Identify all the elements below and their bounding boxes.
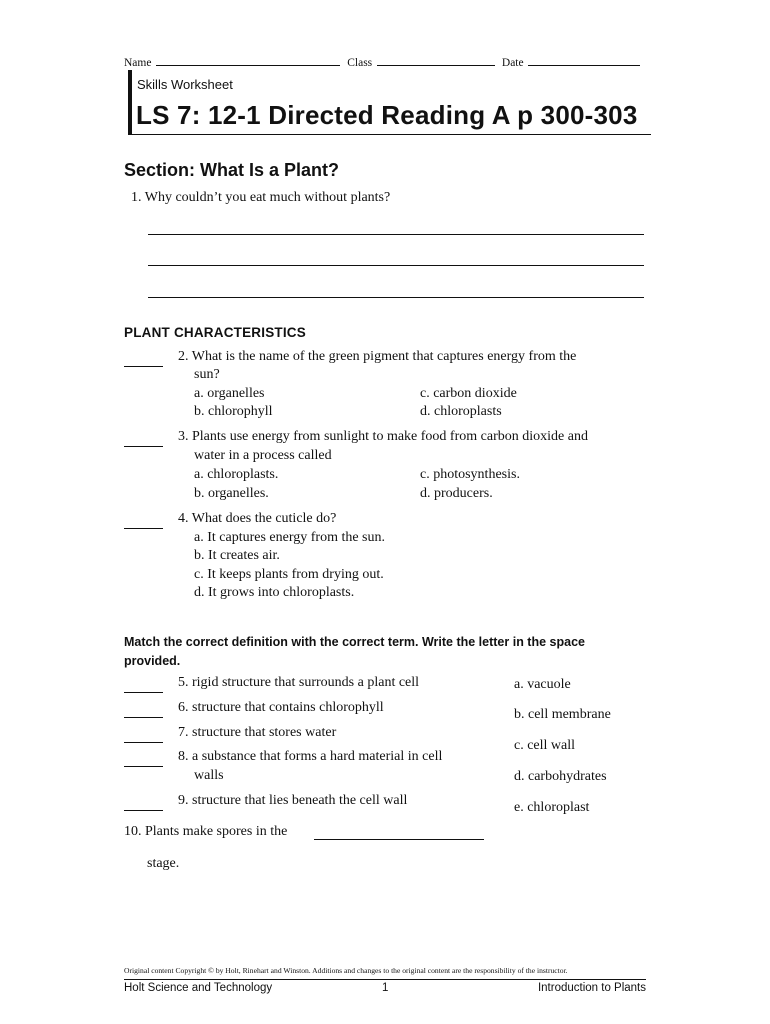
question-4-option-d: d. It grows into chloroplasts. xyxy=(194,585,355,600)
class-field[interactable] xyxy=(377,55,495,66)
question-3-text-cont: water in a process called xyxy=(194,448,332,463)
matching-item-8: 8. a substance that forms a hard material in cell xyxy=(178,749,443,764)
worksheet-category: Skills Worksheet xyxy=(137,77,233,92)
question-2-option-a: a. organelles xyxy=(194,386,265,401)
question-10-text-end: stage. xyxy=(147,856,180,871)
answer-blank-q10[interactable] xyxy=(314,839,484,840)
answer-blank-q6[interactable] xyxy=(124,717,163,718)
class-label: Class xyxy=(347,57,373,69)
page-number: 1 xyxy=(382,982,389,994)
matching-item-8-cont: walls xyxy=(194,768,224,783)
answer-blank-q9[interactable] xyxy=(124,810,163,811)
answer-blank-q5[interactable] xyxy=(124,692,163,693)
term-c: c. cell wall xyxy=(514,738,576,753)
term-a: a. vacuole xyxy=(514,677,571,692)
question-2-option-d: d. chloroplasts xyxy=(420,404,502,419)
question-3-option-a: a. chloroplasts. xyxy=(194,467,279,482)
answer-line-2[interactable] xyxy=(148,265,644,266)
question-4-text: 4. What does the cuticle do? xyxy=(178,511,337,526)
term-d: d. carbohydrates xyxy=(514,769,607,784)
question-4-option-b: b. It creates air. xyxy=(194,548,280,563)
matching-item-9: 9. structure that lies beneath the cell wall xyxy=(178,793,408,808)
answer-blank-q7[interactable] xyxy=(124,742,163,743)
footer-publisher: Holt Science and Technology xyxy=(124,982,273,994)
term-e: e. chloroplast xyxy=(514,800,590,815)
question-4-option-c: c. It keeps plants from drying out. xyxy=(194,567,384,582)
answer-line-3[interactable] xyxy=(148,297,644,298)
answer-line-1[interactable] xyxy=(148,234,644,235)
section-heading: Section: What Is a Plant? xyxy=(124,160,340,180)
question-2-text: 2. What is the name of the green pigment that captures energy from the xyxy=(178,349,577,364)
term-b: b. cell membrane xyxy=(514,707,611,722)
footer-divider xyxy=(124,979,646,980)
question-1: 1. Why couldn’t you eat much without plants? xyxy=(131,190,391,205)
question-3-option-d: d. producers. xyxy=(420,486,493,501)
answer-blank-q2[interactable] xyxy=(124,366,163,367)
matching-item-7: 7. structure that stores water xyxy=(178,725,337,740)
name-label: Name xyxy=(124,57,152,69)
plant-characteristics-heading: PLANT CHARACTERISTICS xyxy=(124,325,306,340)
question-3-text: 3. Plants use energy from sunlight to make food from carbon dioxide and xyxy=(178,429,588,444)
answer-blank-q8[interactable] xyxy=(124,766,163,767)
question-2-text-cont: sun? xyxy=(194,367,220,382)
question-3-option-b: b. organelles. xyxy=(194,486,269,501)
question-2-option-c: c. carbon dioxide xyxy=(420,386,517,401)
answer-blank-q4[interactable] xyxy=(124,528,163,529)
question-2-option-b: b. chlorophyll xyxy=(194,404,273,419)
matching-item-5: 5. rigid structure that surrounds a plant cell xyxy=(178,675,420,690)
footer-chapter: Introduction to Plants xyxy=(537,982,646,994)
student-info-line xyxy=(124,55,644,69)
copyright-notice: Original content Copyright © by Holt, Rinehart and Winston. Additions and changes to the original content are the responsibility of the instructor. xyxy=(124,966,568,975)
page-title: LS 7: 12-1 Directed Reading A p 300-303 xyxy=(136,100,638,130)
date-label: Date xyxy=(501,57,524,69)
name-field[interactable] xyxy=(156,55,340,66)
date-field[interactable] xyxy=(528,55,640,66)
matching-instructions: Match the correct definition with the correct term. Write the letter in the space provided. xyxy=(124,635,585,668)
question-10-text: 10. Plants make spores in the xyxy=(124,824,288,839)
question-3-option-c: c. photosynthesis. xyxy=(420,467,520,482)
matching-item-6: 6. structure that contains chlorophyll xyxy=(178,700,384,715)
question-4-option-a: a. It captures energy from the sun. xyxy=(194,530,386,545)
answer-blank-q3[interactable] xyxy=(124,446,163,447)
